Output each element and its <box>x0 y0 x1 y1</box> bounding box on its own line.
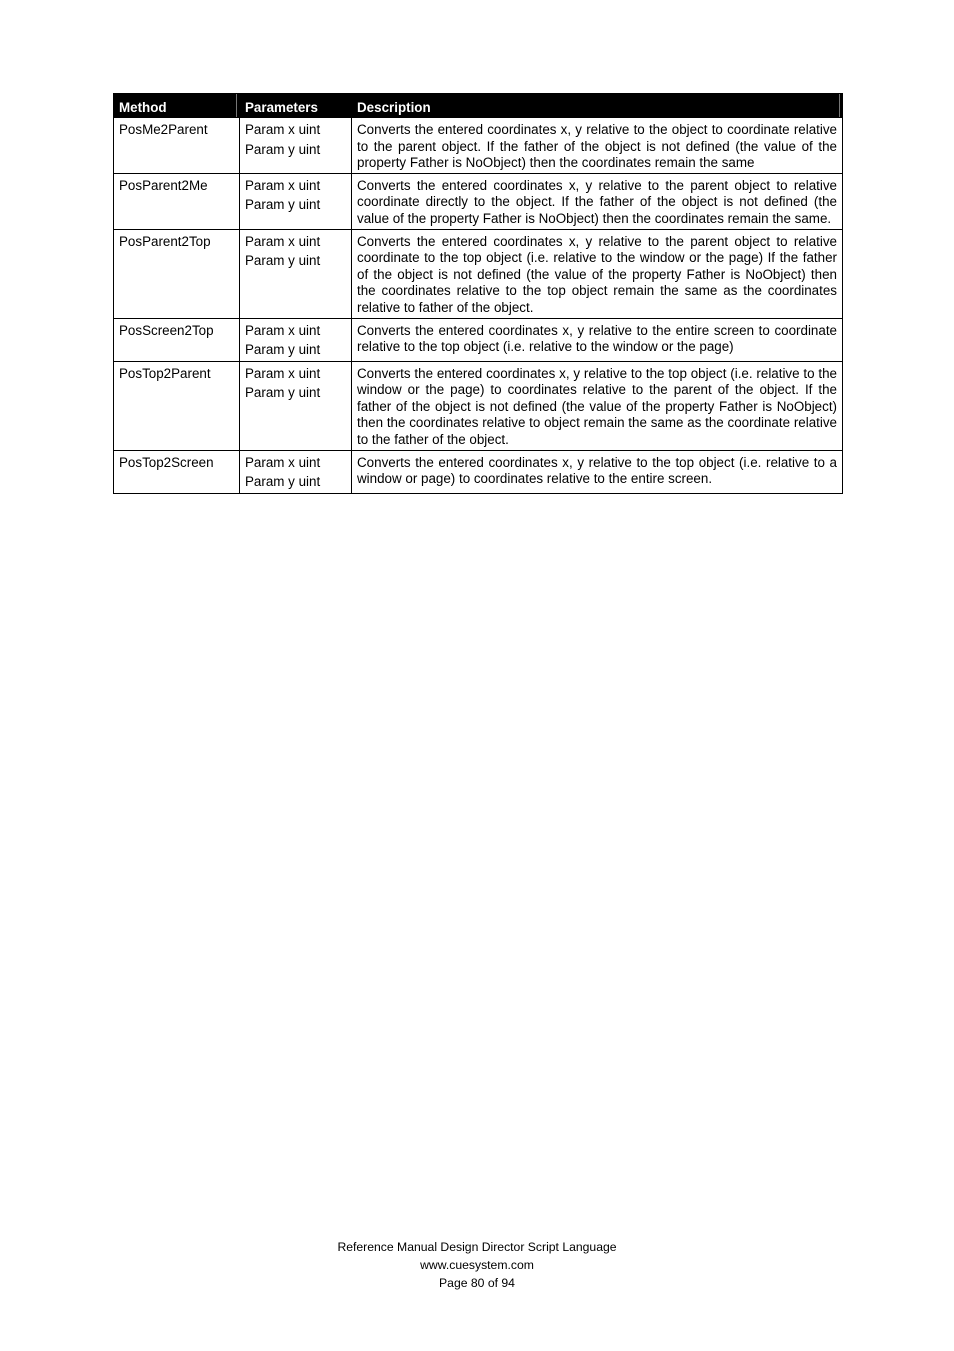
footer-page-number: Page 80 of 94 <box>439 1276 515 1290</box>
method-cell <box>114 229 240 318</box>
table-header-row <box>114 94 843 118</box>
method-cell <box>114 361 240 450</box>
param-y: Param y uint <box>245 385 321 401</box>
table-row <box>114 118 843 174</box>
table-row <box>114 361 843 450</box>
method-name: PosParent2Me <box>119 177 208 193</box>
header-separator <box>236 94 237 117</box>
header-description <box>352 94 843 118</box>
param-x: Param x uint <box>245 322 321 338</box>
params-cell <box>240 450 352 493</box>
header-separator <box>839 94 840 117</box>
table-row <box>114 318 843 361</box>
param-y: Param y uint <box>245 141 321 157</box>
header-description-label: Description <box>357 100 431 116</box>
method-cell <box>114 173 240 229</box>
method-name: PosParent2Top <box>119 233 211 249</box>
method-name: PosMe2Parent <box>119 122 208 137</box>
param-y: Param y uint <box>245 342 321 358</box>
description-cell: Converts the entered coordinates x, y relative to the top object (i.e. relative to the window or the page) to coordinates relative to the parent of the object. If the father of the object is not defined (the value of the property Father is NoObject) then the coordinates relative to object remain the same as the coordinate relative to the father of the object. <box>352 361 843 450</box>
description-cell: Converts the entered coordinates x, y relative to the parent object to relative coordinate directly to the object. If the father of the object is not defined (the value of the property Father is NoObject) then the coordinates remain the same. <box>352 173 843 229</box>
params-cell <box>240 118 352 174</box>
header-method-label: Method <box>119 100 167 116</box>
method-name: PosTop2Screen <box>119 454 214 470</box>
footer-website: www.cuesystem.com <box>420 1258 534 1272</box>
param-x: Param x uint <box>245 454 321 470</box>
params-cell <box>240 318 352 361</box>
method-name: PosScreen2Top <box>119 322 214 338</box>
header-parameters <box>240 94 352 118</box>
description-cell: Converts the entered coordinates x, y relative to the object to coordinate relative to the parent object. If the father of the object is not defined (the value of the property Father is NoObject) then the coordinates remain the same <box>352 118 843 174</box>
header-parameters-label: Parameters <box>245 100 318 116</box>
footer-manual-title: Reference Manual Design Director Script Language <box>337 1240 617 1254</box>
param-x: Param x uint <box>245 122 321 137</box>
header-method <box>114 94 240 118</box>
method-cell <box>114 118 240 174</box>
description-cell: Converts the entered coordinates x, y relative to the entire screen to coordinate relative to the top object (i.e. relative to the window or the page) <box>352 318 843 361</box>
param-y: Param y uint <box>245 253 321 269</box>
params-cell <box>240 229 352 318</box>
table-row <box>114 173 843 229</box>
page-footer <box>0 1238 954 1292</box>
param-x: Param x uint <box>245 365 321 381</box>
table-row <box>114 229 843 318</box>
param-y: Param y uint <box>245 474 321 489</box>
methods-table <box>113 93 843 494</box>
param-x: Param x uint <box>245 233 321 249</box>
method-cell <box>114 450 240 493</box>
param-y: Param y uint <box>245 197 321 213</box>
description-cell: Converts the entered coordinates x, y relative to the parent object to relative coordinate to the top object (i.e. relative to the window or the page) If the father of the object is not defined (the value of the property Father is NoObject) then the coordinates relative to the top object remain the same as the coordinates relative to father of the object. <box>352 229 843 318</box>
params-cell <box>240 361 352 450</box>
params-cell <box>240 173 352 229</box>
param-x: Param x uint <box>245 177 321 193</box>
method-name: PosTop2Parent <box>119 365 211 381</box>
table-row <box>114 450 843 493</box>
method-cell <box>114 318 240 361</box>
description-cell: Converts the entered coordinates x, y relative to the top object (i.e. relative to a window or page) to coordinates relative to the entire screen. <box>352 450 843 493</box>
